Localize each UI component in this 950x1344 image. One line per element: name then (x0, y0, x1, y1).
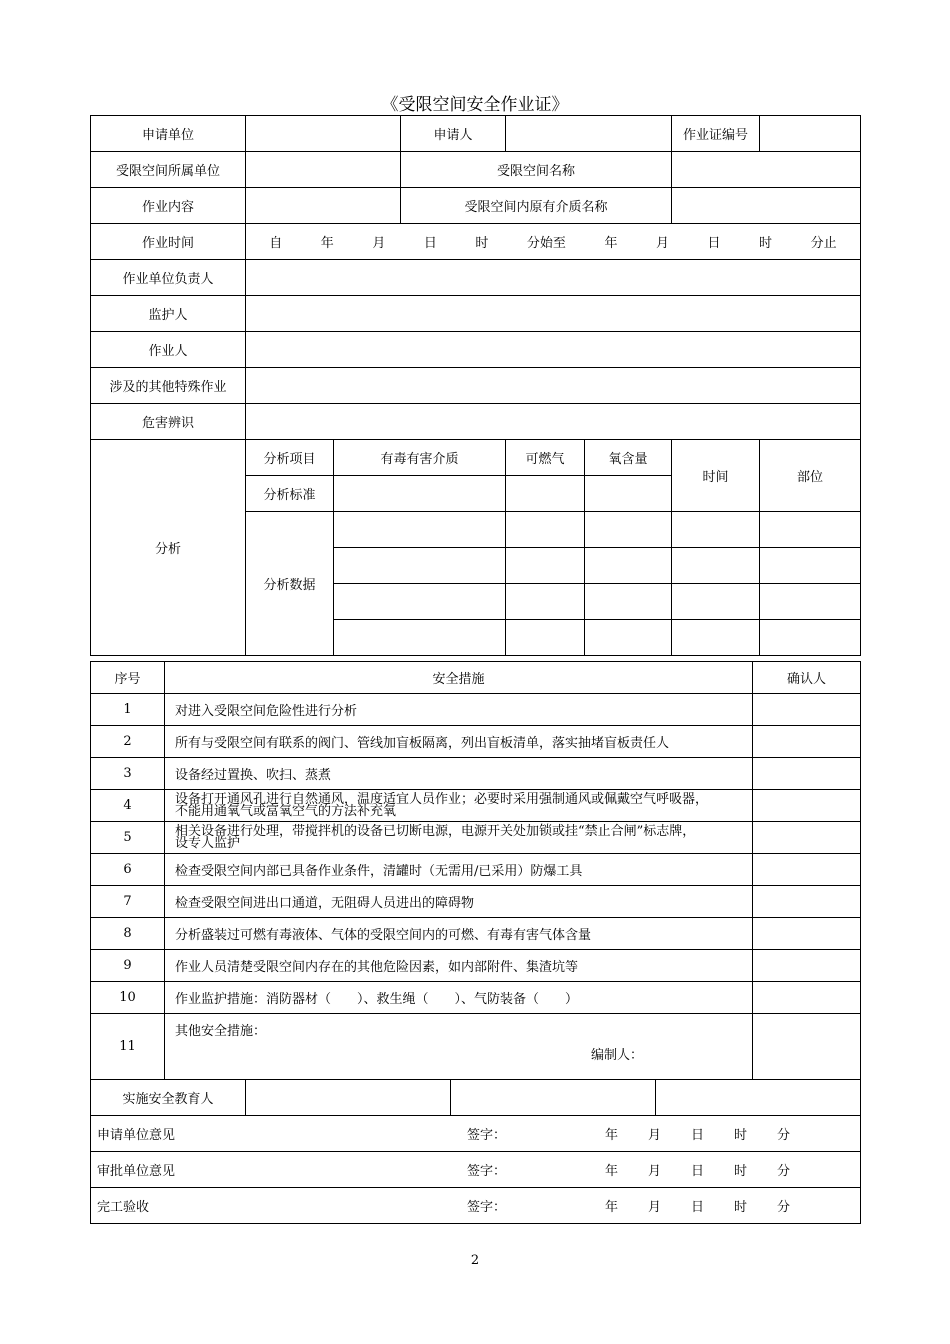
confirm-field[interactable] (753, 758, 861, 790)
analysis-standard-oxygen[interactable] (585, 476, 672, 512)
safety-educator-field[interactable] (246, 1080, 451, 1116)
work-time-field[interactable] (246, 224, 861, 260)
space-owner-unit-field[interactable] (246, 152, 401, 188)
measure-text-multiline (165, 822, 753, 854)
other-measures-label: 其他安全措施： (175, 1024, 267, 1039)
applicant-field[interactable] (506, 116, 672, 152)
completion-label: 完工验收 (97, 1200, 150, 1215)
confirm-field[interactable] (753, 694, 861, 726)
confirm-field[interactable] (753, 726, 861, 758)
sign-label: 签字： (467, 1128, 507, 1143)
measure-no: 6 (91, 854, 165, 886)
analysis-data-cell[interactable] (760, 512, 861, 548)
time-part: 自 (269, 236, 283, 251)
time-part: 分始至 (526, 236, 566, 251)
editor-label: 编制人： (591, 1048, 644, 1063)
confirm-field[interactable] (753, 982, 861, 1014)
other-special-work-label: 涉及的其他特殊作业 (91, 368, 246, 404)
analysis-data-cell[interactable] (585, 584, 672, 620)
guardian-field[interactable] (246, 296, 861, 332)
measure-no: 7 (91, 886, 165, 918)
analysis-data-cell[interactable] (672, 584, 760, 620)
measure-no: 11 (91, 1014, 165, 1080)
analysis-col-time: 时间 (672, 440, 760, 512)
date-unit: 日 (691, 1200, 705, 1215)
measure-no: 9 (91, 950, 165, 982)
measure-text: 作业监护措施：消防器材（ ）、救生绳（ ）、气防装备（ ） (165, 982, 753, 1014)
time-part: 月 (655, 236, 669, 251)
date-unit: 年 (605, 1164, 619, 1179)
work-time-label: 作业时间 (91, 224, 246, 260)
measure-text-line1: 相关设备进行处理，带搅拌机的设备已切断电源，电源开关处加锁或挂“禁止合闸”标志牌， (175, 823, 696, 839)
approval-opinion-row[interactable] (91, 1152, 861, 1188)
date-unit: 时 (734, 1200, 748, 1215)
measure-no: 1 (91, 694, 165, 726)
confirm-field[interactable] (753, 790, 861, 822)
measure-text-multiline (165, 790, 753, 822)
work-content-label: 作业内容 (91, 188, 246, 224)
work-unit-leader-field[interactable] (246, 260, 861, 296)
safety-educator-field[interactable] (656, 1080, 861, 1116)
other-special-work-field[interactable] (246, 368, 861, 404)
analysis-data-cell[interactable] (506, 584, 585, 620)
safety-measures-table (90, 661, 861, 1080)
analysis-col-toxic: 有毒有害介质 (334, 440, 506, 476)
analysis-data-cell[interactable] (585, 548, 672, 584)
time-part: 日 (707, 236, 721, 251)
analysis-data-cell[interactable] (760, 584, 861, 620)
completion-row[interactable] (91, 1188, 861, 1224)
date-unit: 分 (777, 1128, 791, 1143)
space-name-label: 受限空间名称 (401, 152, 672, 188)
other-measures-field[interactable] (165, 1014, 753, 1080)
analysis-data-cell[interactable] (334, 512, 506, 548)
analysis-data-cell[interactable] (672, 512, 760, 548)
measure-text: 检查受限空间进出口通道，无阻碍人员进出的障碍物 (165, 886, 753, 918)
time-part: 时 (475, 236, 489, 251)
measure-no: 10 (91, 982, 165, 1014)
hazard-identification-label: 危害辨识 (91, 404, 246, 440)
measure-seq-header: 序号 (91, 662, 165, 694)
analysis-label: 分析 (91, 440, 246, 656)
analysis-data-cell[interactable] (672, 548, 760, 584)
analysis-data-cell[interactable] (334, 548, 506, 584)
measure-text: 检查受限空间内部已具备作业条件，清罐时（无需用/已采用）防爆工具 (165, 854, 753, 886)
safety-educator-label: 实施安全教育人 (91, 1080, 246, 1116)
measure-text-line2: 设专人监护 (175, 835, 241, 851)
analysis-data-cell[interactable] (585, 620, 672, 656)
date-unit: 分 (777, 1164, 791, 1179)
sign-label: 签字： (467, 1200, 507, 1215)
analysis-data-cell[interactable] (760, 620, 861, 656)
analysis-col-location: 部位 (760, 440, 861, 512)
measure-text-line2: 不能用通氧气或富氧空气的方法补充氧 (175, 803, 397, 819)
measure-no: 3 (91, 758, 165, 790)
measure-no: 4 (91, 790, 165, 822)
analysis-data-cell[interactable] (672, 620, 760, 656)
measure-no: 2 (91, 726, 165, 758)
confirm-field[interactable] (753, 886, 861, 918)
measure-text: 作业人员清楚受限空间内存在的其他危险因素，如内部附件、集渣坑等 (165, 950, 753, 982)
original-medium-field[interactable] (672, 188, 861, 224)
confirm-field[interactable] (753, 822, 861, 854)
space-owner-unit-label: 受限空间所属单位 (91, 152, 246, 188)
confirm-header: 确认人 (753, 662, 861, 694)
time-part: 年 (604, 236, 618, 251)
analysis-standard-label: 分析标准 (246, 476, 334, 512)
original-medium-label: 受限空间内原有介质名称 (401, 188, 672, 224)
time-part: 分止 (810, 236, 837, 251)
measure-text: 设备经过置换、吹扫、蒸煮 (165, 758, 753, 790)
work-content-field[interactable] (246, 188, 401, 224)
measure-text: 分析盛装过可燃有毒液体、气体的受限空间内的可燃、有毒有害气体含量 (165, 918, 753, 950)
date-unit: 分 (777, 1200, 791, 1215)
measure-no: 5 (91, 822, 165, 854)
analysis-standard-toxic[interactable] (334, 476, 506, 512)
analysis-data-label: 分析数据 (246, 512, 334, 656)
analysis-col-oxygen: 氧含量 (585, 440, 672, 476)
safety-educator-field[interactable] (451, 1080, 656, 1116)
applicant-opinion-row[interactable] (91, 1116, 861, 1152)
applicant-label: 申请人 (401, 116, 506, 152)
confirm-field[interactable] (753, 854, 861, 886)
worker-label: 作业人 (91, 332, 246, 368)
guardian-label: 监护人 (91, 296, 246, 332)
analysis-items-label: 分析项目 (246, 440, 334, 476)
page-title: 《受限空间安全作业证》 (381, 95, 569, 115)
time-part: 日 (423, 236, 437, 251)
analysis-data-cell[interactable] (506, 620, 585, 656)
confirm-field[interactable] (753, 950, 861, 982)
date-unit: 年 (605, 1200, 619, 1215)
applicant-unit-label: 申请单位 (91, 116, 246, 152)
date-unit: 日 (691, 1128, 705, 1143)
date-unit: 月 (648, 1200, 662, 1215)
measure-no: 8 (91, 918, 165, 950)
analysis-data-cell[interactable] (506, 512, 585, 548)
confirm-field[interactable] (753, 1014, 861, 1080)
hazard-identification-field[interactable] (246, 404, 861, 440)
applicant-unit-field[interactable] (246, 116, 401, 152)
applicant-opinion-label: 申请单位意见 (97, 1128, 176, 1143)
date-unit: 年 (605, 1128, 619, 1143)
measure-header: 安全措施 (165, 662, 753, 694)
permit-header-table (90, 115, 861, 656)
analysis-data-cell[interactable] (760, 548, 861, 584)
space-name-field[interactable] (672, 152, 861, 188)
page-number: 2 (470, 1253, 480, 1268)
analysis-data-cell[interactable] (585, 512, 672, 548)
analysis-standard-flammable[interactable] (506, 476, 585, 512)
analysis-data-cell[interactable] (334, 584, 506, 620)
permit-no-label: 作业证编号 (672, 116, 760, 152)
approval-table (90, 1079, 861, 1224)
measure-text: 对进入受限空间危险性进行分析 (165, 694, 753, 726)
worker-field[interactable] (246, 332, 861, 368)
analysis-data-cell[interactable] (334, 620, 506, 656)
time-part: 月 (372, 236, 386, 251)
sign-label: 签字： (467, 1164, 507, 1179)
work-unit-leader-label: 作业单位负责人 (91, 260, 246, 296)
analysis-col-flammable: 可燃气 (506, 440, 585, 476)
approval-opinion-label: 审批单位意见 (97, 1164, 176, 1179)
measure-text: 所有与受限空间有联系的阀门、管线加盲板隔离，列出盲板清单，落实抽堵盲板责任人 (165, 726, 753, 758)
permit-no-field[interactable] (760, 116, 861, 152)
date-unit: 日 (691, 1164, 705, 1179)
date-unit: 月 (648, 1164, 662, 1179)
confirm-field[interactable] (753, 918, 861, 950)
time-part: 年 (320, 236, 334, 251)
date-unit: 时 (734, 1128, 748, 1143)
analysis-data-cell[interactable] (506, 548, 585, 584)
date-unit: 月 (648, 1128, 662, 1143)
measure-text-line1: 设备打开通风孔进行自然通风，温度适宜人员作业；必要时采用强制通风或佩戴空气呼吸器， (175, 791, 709, 807)
time-part: 时 (759, 236, 773, 251)
date-unit: 时 (734, 1164, 748, 1179)
